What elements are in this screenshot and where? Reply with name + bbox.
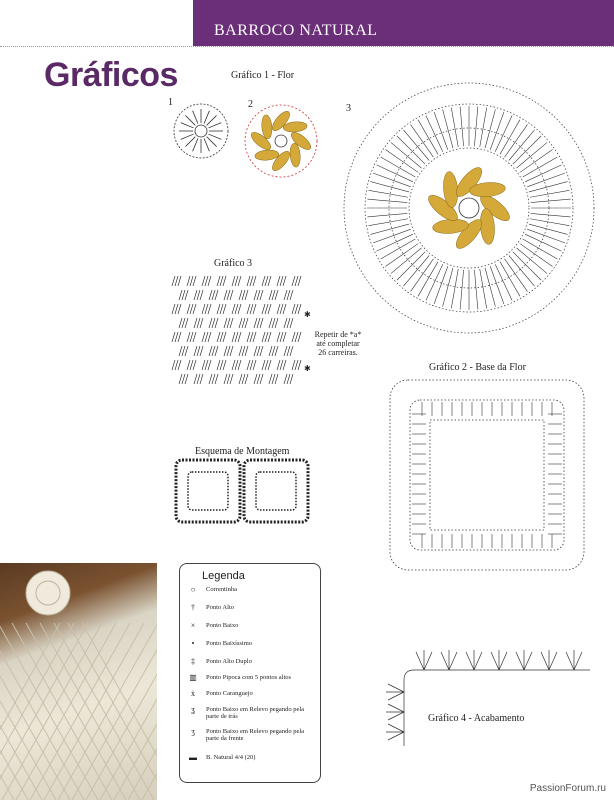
fan-mark xyxy=(566,650,582,670)
stitch-mark xyxy=(284,290,293,300)
slip-stitch-icon: • xyxy=(191,639,195,648)
stitch-mark xyxy=(373,229,411,243)
stitch-mark xyxy=(262,304,271,314)
stitch-mark xyxy=(254,346,263,356)
chart3-marker-top: ✱ xyxy=(304,310,311,319)
finish-chart-diagram xyxy=(384,640,594,750)
stitch-mark xyxy=(460,106,463,146)
front-post-stitch-icon: ʒ xyxy=(191,727,195,736)
stitch-mark xyxy=(269,290,278,300)
stitch-mark xyxy=(209,374,218,384)
stitch-mark xyxy=(531,199,571,202)
stitch-mark xyxy=(529,182,568,192)
stitch-mark xyxy=(247,304,256,314)
fan-mark xyxy=(491,650,507,670)
legend-item-label: Ponto Baixíssimo xyxy=(206,640,253,647)
stitch-mark xyxy=(367,199,407,202)
stitch-mark xyxy=(451,269,458,308)
chart3-note-line: 26 carreiras. xyxy=(318,348,358,357)
stitch-mark xyxy=(202,304,211,314)
stitch-mark xyxy=(262,332,271,342)
stitch-mark xyxy=(187,332,196,342)
finish-chart-title: Gráfico 4 - Acabamento xyxy=(428,713,525,724)
stitch-mark xyxy=(277,304,286,314)
stitch-mark xyxy=(172,332,181,342)
stitch-mark xyxy=(530,219,569,226)
stitch-mark xyxy=(224,290,233,300)
stitch-mark xyxy=(194,346,203,356)
flower-step-3-diagram xyxy=(334,80,604,340)
stitch-mark xyxy=(531,213,571,216)
yarn-swatch-icon: ▬ xyxy=(189,753,197,762)
stitch-mark xyxy=(513,252,541,280)
legend-item-label: Ponto Pipoca com 5 pontos altos xyxy=(206,674,292,681)
stitch-mark xyxy=(239,374,248,384)
chart3-title: Gráfico 3 xyxy=(214,258,253,269)
stitch-mark xyxy=(179,374,188,384)
stitch-mark xyxy=(527,229,565,243)
fan-mark xyxy=(416,650,432,670)
stitch-mark xyxy=(262,360,271,370)
mesh-line xyxy=(0,623,14,800)
stitch-mark xyxy=(247,332,256,342)
legend-box xyxy=(179,563,321,783)
stitch-mark xyxy=(277,360,286,370)
double-crochet-icon: † xyxy=(191,603,195,612)
mesh-line xyxy=(0,623,74,800)
petal-mark xyxy=(261,114,273,139)
flower-step-2-diagram xyxy=(240,100,322,182)
header-divider xyxy=(0,46,614,47)
header-title: BARROCO NATURAL xyxy=(214,22,378,39)
stitch-mark xyxy=(451,108,458,147)
stitch-mark xyxy=(181,123,194,128)
stitch-mark xyxy=(369,190,408,197)
stitch-mark xyxy=(269,318,278,328)
watermark: PassionForum.ru xyxy=(529,783,606,794)
stitch-mark xyxy=(202,360,211,370)
legend-item-label: Ponto Baixo xyxy=(206,622,239,629)
flower-chart-title: Gráfico 1 - Flor xyxy=(231,70,295,81)
stitch-mark xyxy=(172,304,181,314)
stitch-mark xyxy=(370,224,409,234)
stitch-mark xyxy=(202,332,211,342)
stitch-mark xyxy=(443,268,453,307)
legend-item-label: Ponto Baixo em Relevo pegando pela parte de trás xyxy=(206,706,305,720)
stitch-mark xyxy=(193,111,198,124)
stitch-mark xyxy=(292,332,301,342)
stitch-mark xyxy=(239,290,248,300)
stitch-mark xyxy=(185,137,195,147)
stitch-mark xyxy=(254,318,263,328)
stitch-mark xyxy=(207,115,217,125)
stitch-mark xyxy=(254,374,263,384)
flower-step-3-label: 3 xyxy=(346,103,351,114)
stitch-mark xyxy=(172,360,181,370)
stitch-mark xyxy=(490,266,504,304)
stitch-mark xyxy=(204,111,209,124)
stitch-mark xyxy=(292,304,301,314)
base-chart-title: Gráfico 2 - Base da Flor xyxy=(429,362,526,373)
stitch-mark xyxy=(490,112,504,150)
stitch-mark xyxy=(254,290,263,300)
stitch-mark xyxy=(232,332,241,342)
stitch-mark xyxy=(530,190,569,197)
stitch-mark xyxy=(179,346,188,356)
stitch-mark xyxy=(185,115,195,125)
stitch-mark xyxy=(434,266,448,304)
chart3-note-line: até completar xyxy=(316,339,360,348)
fan-mark xyxy=(441,650,457,670)
legend-title: Legenda xyxy=(202,570,245,582)
stitch-mark xyxy=(292,360,301,370)
stitch-mark xyxy=(232,276,241,286)
popcorn-stitch-icon: ▥ xyxy=(189,673,197,682)
fan-mark xyxy=(386,684,404,700)
fan-mark xyxy=(386,704,404,720)
stitch-mark xyxy=(373,173,411,187)
chart3-diagram xyxy=(166,270,306,390)
legend-item-label: Ponto Alto Duplo xyxy=(206,658,252,665)
stitch-mark xyxy=(209,346,218,356)
stitch-mark xyxy=(204,138,209,151)
crochet-photo xyxy=(0,563,157,800)
stitch-mark xyxy=(232,304,241,314)
stitch-mark xyxy=(239,318,248,328)
stitch-mark xyxy=(525,165,561,182)
chain-stitch-icon: ○ xyxy=(190,585,196,594)
stitch-mark xyxy=(529,224,568,234)
stitch-mark xyxy=(194,374,203,384)
stitch-mark xyxy=(284,346,293,356)
stitch-mark xyxy=(460,270,463,310)
stitch-mark xyxy=(370,182,409,192)
stitch-mark xyxy=(217,304,226,314)
treble-crochet-icon: ‡ xyxy=(191,657,195,666)
crab-stitch-icon: ẋ xyxy=(191,689,195,698)
chart3-note xyxy=(308,330,368,357)
assembly-diagram xyxy=(174,458,310,524)
stitch-mark xyxy=(224,346,233,356)
stitch-mark xyxy=(217,276,226,286)
legend-item-label: Ponto Baixo em Relevo pegando pela parte da frente xyxy=(206,728,305,742)
stitch-mark xyxy=(232,360,241,370)
legend-item-label: Ponto Alto xyxy=(206,604,234,611)
stitch-mark xyxy=(397,252,425,280)
stitch-mark xyxy=(194,318,203,328)
stitch-mark xyxy=(202,276,211,286)
legend-item-label: Ponto Caranguejo xyxy=(206,690,253,697)
mesh-line xyxy=(82,623,157,800)
assembly-chart-title: Esquema de Montagem xyxy=(195,446,290,457)
stitch-mark xyxy=(367,213,407,216)
mesh-line xyxy=(0,623,60,800)
stitch-mark xyxy=(247,360,256,370)
stitch-mark xyxy=(194,290,203,300)
stitch-mark xyxy=(474,270,477,310)
stitch-mark xyxy=(239,346,248,356)
fan-mark xyxy=(386,724,404,740)
stitch-mark xyxy=(485,109,495,148)
stitch-mark xyxy=(480,269,487,308)
back-post-stitch-icon: ʓ xyxy=(191,705,195,714)
edge-line xyxy=(404,670,590,746)
stitch-mark xyxy=(269,346,278,356)
stitch-mark xyxy=(527,173,565,187)
chart3-note-line: Repetir de *a* xyxy=(314,330,362,339)
stitch-mark xyxy=(224,374,233,384)
stitch-mark xyxy=(434,112,448,150)
fan-mark xyxy=(466,650,482,670)
stitch-mark xyxy=(485,268,495,307)
petal-mark xyxy=(289,143,301,168)
stitch-mark xyxy=(207,137,217,147)
flower-step-1-diagram xyxy=(170,100,232,162)
petal-mark xyxy=(254,149,279,161)
stitch-mark xyxy=(224,318,233,328)
stitch-mark xyxy=(187,360,196,370)
stitch-mark xyxy=(187,276,196,286)
mesh-line xyxy=(68,623,157,800)
stitch-mark xyxy=(292,276,301,286)
stitch-mark xyxy=(277,276,286,286)
stitch-mark xyxy=(443,109,453,148)
stitch-mark xyxy=(179,290,188,300)
single-crochet-icon: × xyxy=(190,621,196,630)
stitch-mark xyxy=(193,138,198,151)
stitch-mark xyxy=(208,123,221,128)
chart3-marker-bottom: ✱ xyxy=(304,364,311,373)
stitch-mark xyxy=(495,116,512,152)
stitch-mark xyxy=(513,136,541,164)
stitch-mark xyxy=(181,134,194,139)
stitch-mark xyxy=(217,360,226,370)
stitch-mark xyxy=(480,108,487,147)
petal-mark xyxy=(283,121,308,133)
fan-mark xyxy=(516,650,532,670)
stitch-mark xyxy=(474,106,477,146)
stitch-mark xyxy=(269,374,278,384)
stitch-mark xyxy=(217,332,226,342)
stitch-mark xyxy=(397,136,425,164)
stitch-mark xyxy=(247,276,256,286)
stitch-mark xyxy=(172,276,181,286)
stitch-mark xyxy=(187,304,196,314)
legend-item-label: B. Natural 4/4 (20) xyxy=(206,754,256,761)
stitch-mark xyxy=(209,290,218,300)
stitch-mark xyxy=(179,318,188,328)
stitch-mark xyxy=(208,134,221,139)
stitch-mark xyxy=(284,374,293,384)
stitch-mark xyxy=(209,318,218,328)
flower-step-1-label: 1 xyxy=(168,97,173,108)
stitch-mark xyxy=(284,318,293,328)
fan-mark xyxy=(541,650,557,670)
flower-step-2-label: 2 xyxy=(248,99,253,110)
stitch-mark xyxy=(277,332,286,342)
stitch-mark xyxy=(369,219,408,226)
stitch-mark xyxy=(262,276,271,286)
legend-item-label: Correntinha xyxy=(206,586,238,593)
base-chart-diagram xyxy=(382,372,592,578)
page-title: Gráficos xyxy=(44,56,178,94)
